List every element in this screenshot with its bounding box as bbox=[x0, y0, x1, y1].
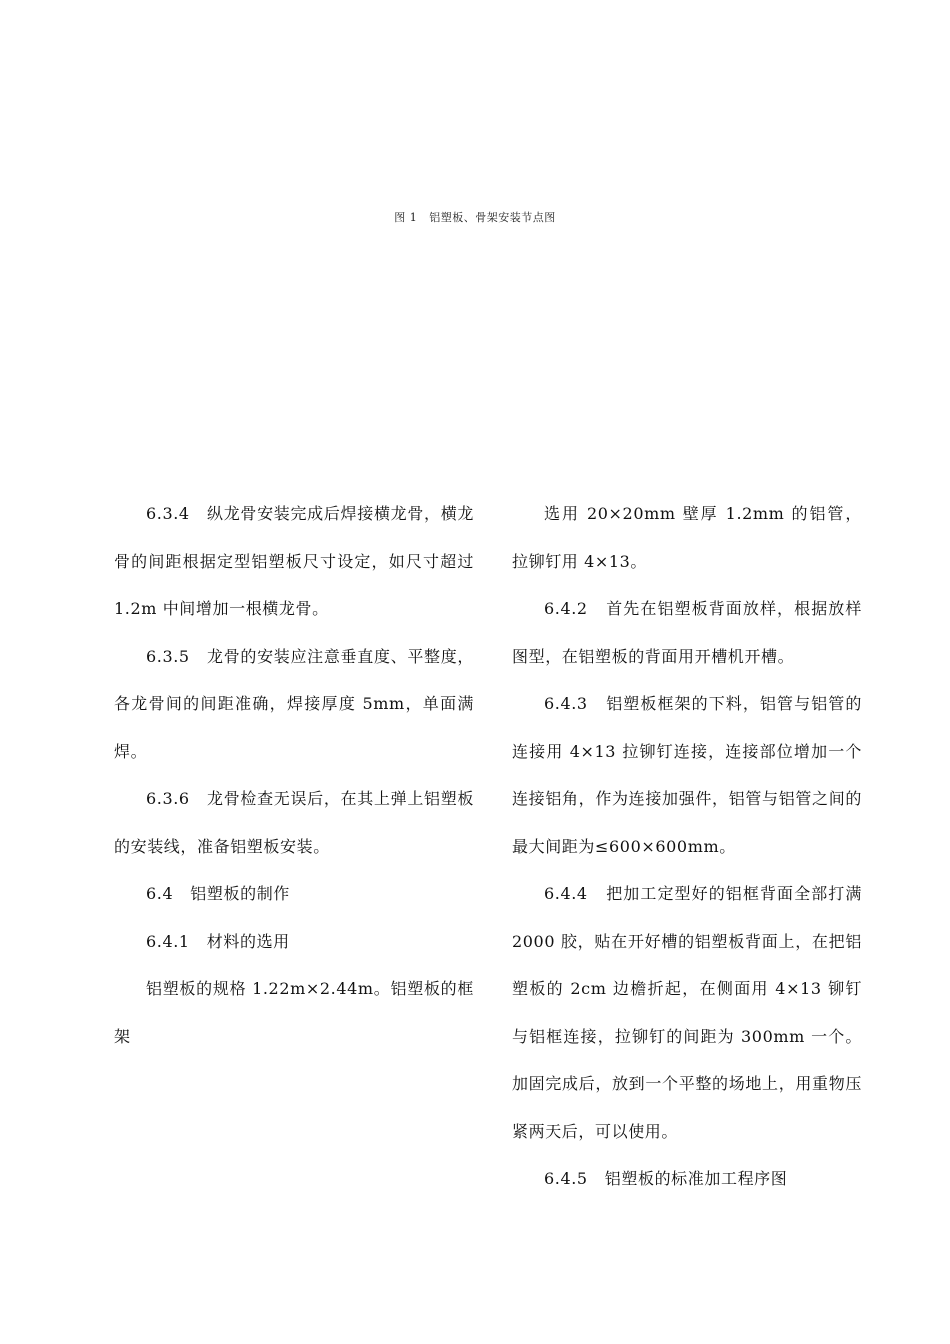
paragraph-6-4-2: 6.4.2 首先在铝塑板背面放样，根据放样图型，在铝塑板的背面用开槽机开槽。 bbox=[512, 599, 862, 666]
paragraph-6-3-6: 6.3.6 龙骨检查无误后，在其上弹上铝塑板的安装线，准备铝塑板安装。 bbox=[114, 789, 474, 856]
paragraph-material-spec: 铝塑板的规格 1.22m×2.44m。铝塑板的框架 bbox=[114, 979, 474, 1046]
subsection-heading-6-4-1: 6.4.1 材料的选用 bbox=[146, 931, 290, 951]
paragraph-frame-material: 选用 20×20mm 壁厚 1.2mm 的铝管，拉铆钉用 4×13。 bbox=[512, 504, 862, 571]
paragraph-6-3-5: 6.3.5 龙骨的安装应注意垂直度、平整度，各龙骨间的间距准确，焊接厚度 5mm，单面满焊。 bbox=[114, 646, 474, 761]
right-column bbox=[512, 490, 868, 1203]
figure-caption: 图 1 铝塑板、骨架安装节点图 bbox=[394, 211, 556, 224]
paragraph-6-4-4: 6.4.4 把加工定型好的铝框背面全部打满 2000 胶，贴在开好槽的铝塑板背面上，在把铝塑板的 2cm 边檐折起，在侧面用 4×13 铆钉与铝框连接，拉铆钉的间距为 300mm 一个。加固完成后，放到一个平整的场地上，用重物压紧两天后，可以使用。 bbox=[512, 884, 868, 1141]
paragraph-6-3-4: 6.3.4 纵龙骨安装完成后焊接横龙骨，横龙骨的间距根据定型铝塑板尺寸设定，如尺寸超过 1.2m 中间增加一根横龙骨。 bbox=[114, 504, 480, 618]
paragraph-6-4-3: 6.4.3 铝塑板框架的下料，铝管与铝管的连接用 4×13 拉铆钉连接，连接部位增加一个连接铝角，作为连接加强件，铝管与铝管之间的最大间距为≤600×600mm。 bbox=[512, 694, 862, 856]
left-column bbox=[114, 490, 480, 1060]
section-heading-6-4: 6.4 铝塑板的制作 bbox=[146, 884, 290, 903]
paragraph-6-4-5: 6.4.5 铝塑板的标准加工程序图 bbox=[544, 1169, 788, 1188]
